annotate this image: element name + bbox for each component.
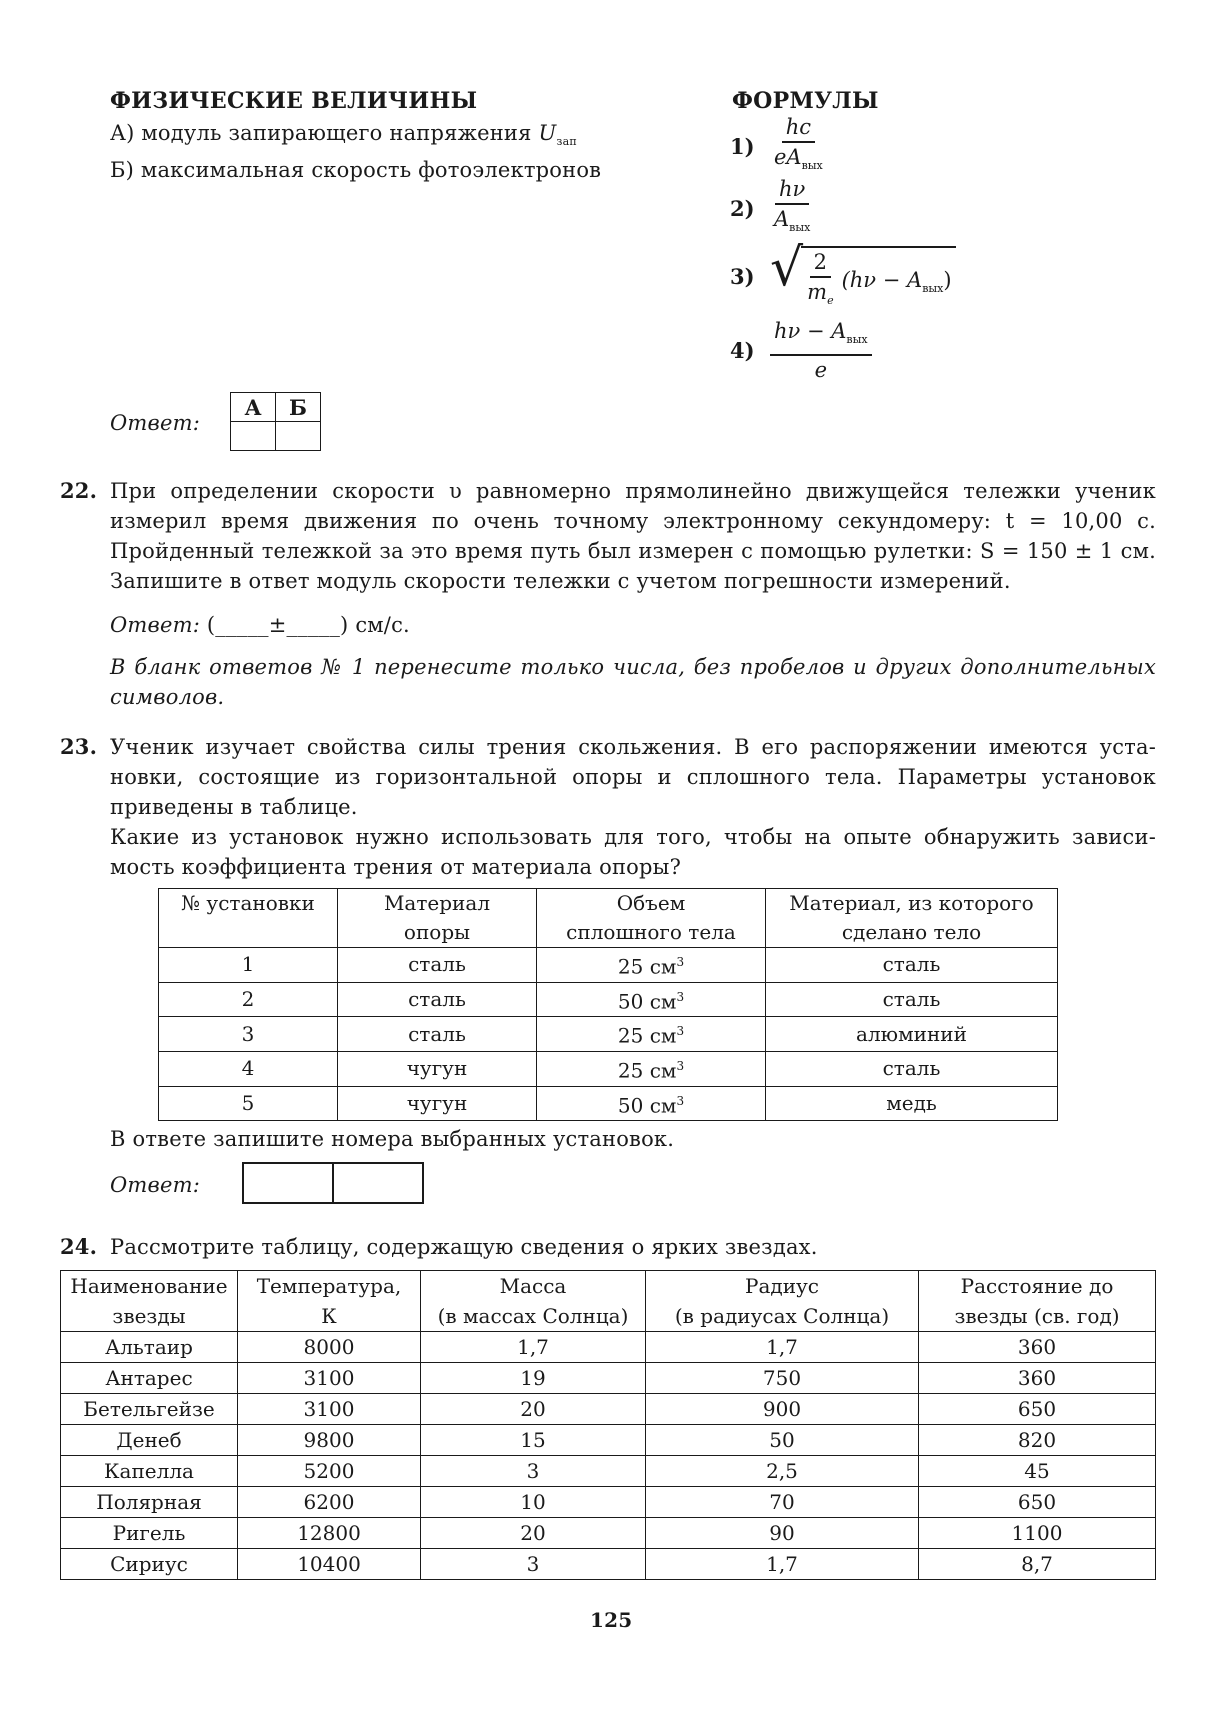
text-line: Какие из установок нужно использовать для того, чтобы на опыте обнаружить зависи-: [110, 825, 1156, 849]
setups-table: [158, 888, 1058, 1121]
form-note-22: [110, 652, 1156, 712]
cell-body-material: сталь: [766, 1051, 1058, 1086]
table-row: [159, 1017, 1058, 1052]
header-radius: [646, 1271, 919, 1332]
note-line: символов.: [110, 685, 225, 709]
cell-temperature: 6200: [238, 1487, 421, 1518]
denominator-sub: вых: [789, 220, 811, 234]
table-row: [159, 948, 1058, 983]
denominator: [770, 205, 814, 240]
formula-1: [730, 114, 827, 178]
text-line: новки, состоящие из горизонтальной опоры и сплошного тела. Параметры установок: [110, 765, 1156, 789]
fraction: [770, 115, 827, 178]
cell-setup-number: 5: [159, 1086, 338, 1121]
quantity-text: максимальная скорость фотоэлектронов: [140, 158, 602, 182]
cell-star-name: Полярная: [61, 1487, 238, 1518]
volume-unit: см: [649, 989, 677, 1014]
answer-label-21: Ответ:: [110, 411, 200, 435]
numerator: hν: [775, 177, 809, 205]
header-line: Наименование: [70, 1274, 228, 1298]
quantity-label: Б): [110, 158, 135, 182]
cell-support-material: чугун: [338, 1086, 537, 1121]
text-line: Пройденный тележкой за это время путь был измерен с помощью рулетки: S = 150 ± 1 см.: [110, 539, 1156, 563]
header-line: Масса: [499, 1274, 567, 1298]
cell-distance: 1100: [919, 1518, 1156, 1549]
parenthesized-term: [842, 268, 952, 295]
cell-body-volume: [537, 1051, 766, 1086]
table-row: [159, 1051, 1058, 1086]
volume-value: 25: [617, 1058, 644, 1083]
cell-body-material: сталь: [766, 982, 1058, 1017]
header-body-volume: [537, 889, 766, 948]
table-row: [159, 1086, 1058, 1121]
cell-distance: 360: [919, 1363, 1156, 1394]
numerator: hc: [782, 115, 815, 143]
cell-star-name: Ригель: [61, 1518, 238, 1549]
radicand: [801, 246, 955, 313]
cell-star-name: Бетельгейзе: [61, 1394, 238, 1425]
cell-body-volume: [537, 1017, 766, 1052]
answer-cell-a[interactable]: [231, 422, 276, 451]
header-distance: [919, 1271, 1156, 1332]
cell-body-volume: [537, 982, 766, 1017]
volume-unit: см: [649, 1058, 677, 1083]
cell-temperature: 3100: [238, 1363, 421, 1394]
quantity-symbol: U: [538, 121, 557, 145]
answer-grid-23: [242, 1162, 424, 1204]
page-number: 125: [590, 1608, 633, 1632]
cell-setup-number: 3: [159, 1017, 338, 1052]
cell-radius: 900: [646, 1394, 919, 1425]
cell-radius: 1,7: [646, 1549, 919, 1580]
header-star-name: [61, 1271, 238, 1332]
cell-distance: 650: [919, 1394, 1156, 1425]
answer-cell-1[interactable]: [243, 1163, 333, 1203]
cell-support-material: сталь: [338, 1017, 537, 1052]
cell-setup-number: 1: [159, 948, 338, 983]
volume-value: 50: [617, 1093, 644, 1118]
formula-label: 4): [730, 337, 755, 363]
cell-distance: 820: [919, 1425, 1156, 1456]
header-temperature: [238, 1271, 421, 1332]
table-row: [61, 1394, 1156, 1425]
cell-distance: 650: [919, 1487, 1156, 1518]
cell-mass: 15: [421, 1425, 646, 1456]
cell-mass: 19: [421, 1363, 646, 1394]
header-line: Радиус: [745, 1274, 819, 1298]
cell-setup-number: 4: [159, 1051, 338, 1086]
text-line: приведены в таблице.: [110, 795, 358, 819]
header-line: Материал, из которого: [789, 891, 1034, 915]
answer-line-22: [110, 610, 410, 640]
question-23-text: [110, 732, 1156, 882]
volume-value: 25: [617, 1023, 644, 1048]
denominator: [770, 143, 827, 178]
table-row: [61, 1549, 1156, 1580]
cell-mass: 3: [421, 1456, 646, 1487]
numerator-main: hν − A: [774, 318, 847, 343]
volume-unit-exponent: 3: [676, 1093, 685, 1108]
header-line: Расстояние до: [960, 1274, 1114, 1298]
cell-star-name: Сириус: [61, 1549, 238, 1580]
cell-body-material: алюминий: [766, 1017, 1058, 1052]
paren-main: (hν − A: [841, 267, 923, 292]
table-header-row: [61, 1271, 1156, 1332]
answer-template-22[interactable]: (_____±_____) см/с.: [206, 613, 410, 637]
denominator-sub: вых: [801, 158, 823, 172]
cell-distance: 45: [919, 1456, 1156, 1487]
volume-unit: см: [649, 1093, 677, 1118]
table-row: [61, 1363, 1156, 1394]
volume-unit-exponent: 3: [676, 1058, 685, 1073]
header-line: сплошного тела: [566, 920, 736, 944]
denominator-main: m: [807, 279, 828, 304]
cell-temperature: 3100: [238, 1394, 421, 1425]
volume-unit-exponent: 3: [676, 955, 685, 969]
quantity-item-b: [110, 155, 601, 185]
answer-column-b: Б: [276, 393, 321, 422]
table-row: [61, 1425, 1156, 1456]
paren-sub: вых: [922, 281, 944, 295]
cell-support-material: чугун: [338, 1051, 537, 1086]
cell-mass: 20: [421, 1394, 646, 1425]
cell-temperature: 9800: [238, 1425, 421, 1456]
volume-unit: см: [649, 954, 677, 979]
cell-star-name: Денеб: [61, 1425, 238, 1456]
table-row: [61, 1487, 1156, 1518]
numerator-sub: вых: [846, 332, 868, 346]
denominator-main: A: [774, 206, 790, 231]
text-line: Запишите в ответ модуль скорости тележки с учетом погрешности измерений.: [110, 569, 1011, 593]
table-row: [159, 982, 1058, 1017]
cell-setup-number: 2: [159, 982, 338, 1017]
answer-label-22: Ответ:: [110, 613, 200, 637]
header-line: (в массах Солнца): [437, 1304, 629, 1328]
table-row: [61, 1456, 1156, 1487]
cell-body-material: сталь: [766, 948, 1058, 983]
volume-unit: см: [649, 1023, 677, 1048]
text-line: мость коэффициента трения от материала опоры?: [110, 855, 682, 879]
cell-body-material: медь: [766, 1086, 1058, 1121]
header-line: Температура,: [256, 1274, 402, 1298]
radical-sign-icon: √: [770, 237, 804, 298]
q23-instruction: В ответе запишите номера выбранных установок.: [110, 1127, 675, 1151]
stars-table-body: [61, 1332, 1156, 1580]
denominator: [803, 278, 837, 313]
cell-temperature: 12800: [238, 1518, 421, 1549]
denominator-main: eA: [774, 144, 802, 169]
header-setup-number: [159, 889, 338, 948]
cell-radius: 2,5: [646, 1456, 919, 1487]
header-mass: [421, 1271, 646, 1332]
header-line: опоры: [403, 920, 471, 944]
coefficient-fraction: [803, 250, 837, 313]
cell-mass: 10: [421, 1487, 646, 1518]
quantity-label: А): [110, 121, 135, 145]
paren-close: ): [943, 267, 952, 292]
stars-table: [60, 1270, 1156, 1580]
fraction: [770, 177, 814, 240]
table-header-row: [159, 889, 1058, 948]
text-line: измерил время движения по очень точному электронному секундомеру: t = 10,00 с.: [110, 509, 1156, 533]
cell-support-material: сталь: [338, 948, 537, 983]
header-line: № установки: [181, 891, 315, 915]
quantity-item-a: [110, 118, 577, 157]
formula-4: [730, 318, 872, 382]
header-line: Объем: [616, 891, 686, 915]
setups-table-body: [159, 948, 1058, 1121]
formula-label: 1): [730, 133, 755, 159]
volume-unit-exponent: 3: [676, 1024, 685, 1039]
formula-label: 2): [730, 195, 755, 221]
answer-cell-2[interactable]: [333, 1163, 423, 1203]
header-line: сделано тело: [841, 920, 982, 944]
cell-temperature: 10400: [238, 1549, 421, 1580]
question-24-text: Рассмотрите таблицу, содержащую сведения о ярких звездах.: [110, 1235, 818, 1259]
denominator-sub: e: [827, 293, 834, 307]
text-line: При определении скорости υ равномерно прямолинейно движущейся тележки ученик: [110, 479, 1156, 503]
cell-star-name: Антарес: [61, 1363, 238, 1394]
numerator: [770, 319, 872, 356]
formula-2: [730, 176, 814, 240]
answer-cell-b[interactable]: [276, 422, 321, 451]
quantity-symbol-sub: зап: [556, 135, 577, 148]
header-line: Материал: [383, 891, 491, 915]
quantities-header: ФИЗИЧЕСКИЕ ВЕЛИЧИНЫ: [110, 88, 478, 114]
formula-3: [730, 237, 956, 308]
cell-radius: 1,7: [646, 1332, 919, 1363]
cell-radius: 750: [646, 1363, 919, 1394]
cell-temperature: 5200: [238, 1456, 421, 1487]
cell-support-material: сталь: [338, 982, 537, 1017]
table-row: [61, 1332, 1156, 1363]
cell-mass: 3: [421, 1549, 646, 1580]
table-row: [61, 1518, 1156, 1549]
cell-distance: 8,7: [919, 1549, 1156, 1580]
numerator: 2: [810, 250, 831, 278]
answer-label-23: Ответ:: [110, 1173, 200, 1197]
formulas-header: ФОРМУЛЫ: [732, 88, 879, 114]
header-support-material: [338, 889, 537, 948]
quantity-text: модуль запирающего напряжения: [141, 121, 532, 145]
cell-star-name: Капелла: [61, 1456, 238, 1487]
header-line: звезды (св. год): [954, 1304, 1120, 1328]
volume-value: 50: [617, 989, 644, 1014]
header-line: К: [321, 1304, 337, 1328]
cell-mass: 20: [421, 1518, 646, 1549]
question-22-text: [110, 476, 1156, 596]
question-number-24: 24.: [60, 1234, 98, 1259]
header-line: (в радиусах Солнца): [674, 1304, 890, 1328]
cell-body-volume: [537, 1086, 766, 1121]
note-line: В бланк ответов № 1 перенесите только числа, без пробелов и других дополнительных: [110, 655, 1156, 679]
cell-radius: 50: [646, 1425, 919, 1456]
square-root: [770, 237, 956, 313]
cell-temperature: 8000: [238, 1332, 421, 1363]
cell-radius: 70: [646, 1487, 919, 1518]
question-number-22: 22.: [60, 478, 98, 503]
answer-grid-21: [230, 392, 321, 451]
answer-column-a: А: [231, 393, 276, 422]
volume-value: 25: [617, 954, 644, 979]
cell-body-volume: [537, 948, 766, 983]
cell-star-name: Альтаир: [61, 1332, 238, 1363]
text-line: Ученик изучает свойства силы трения скольжения. В его распоряжении имеются уста-: [110, 735, 1156, 759]
denominator: e: [814, 357, 827, 382]
cell-radius: 90: [646, 1518, 919, 1549]
question-number-23: 23.: [60, 734, 98, 759]
volume-unit-exponent: 3: [676, 989, 685, 1004]
cell-mass: 1,7: [421, 1332, 646, 1363]
header-line: звезды: [112, 1304, 186, 1328]
fraction: [770, 319, 872, 382]
formula-label: 3): [730, 263, 755, 289]
header-body-material: [766, 889, 1058, 948]
cell-distance: 360: [919, 1332, 1156, 1363]
